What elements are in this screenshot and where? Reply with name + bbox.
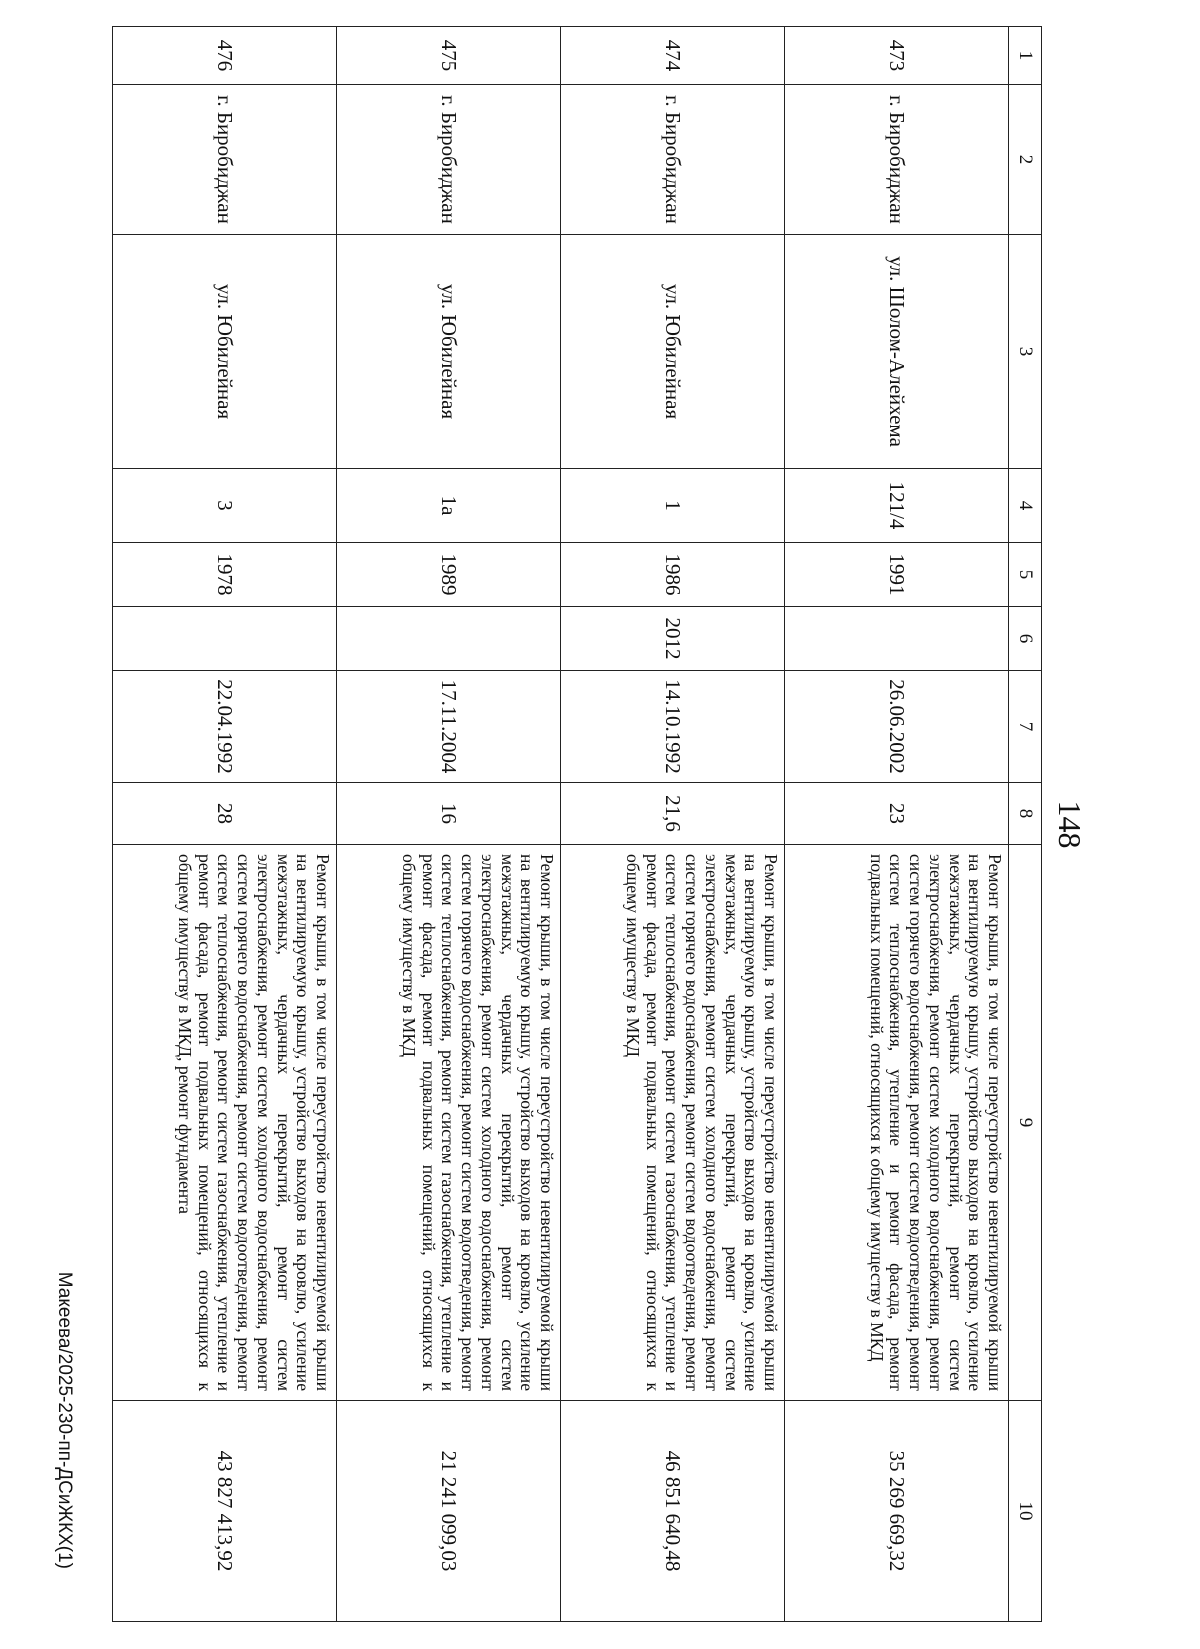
city-cell: г. Биробиджан — [561, 85, 785, 235]
cost-cell: 21 241 099,03 — [337, 1401, 561, 1622]
works-cell: Ремонт крыши, в том числе переустройство невентилируемой крыши на вентилируемую крышу, устройство выходов на кровлю, усиление межэтажных, чердачных перекрытий, ремонт систем электроснабжения, ремонт систем холодного водоснабжения, ремонт систем горячего водоснабжения, ремонт систем водоотведения, ремонт систем теплоснабжения, ремонт систем газоснабжения, утепление и ремонт фасада, ремонт подвальных помещений, относящихся к общему имуществу в МКД, ремонт фундамента — [113, 845, 337, 1401]
works-cell: Ремонт крыши, в том числе переустройство невентилируемой крыши на вентилируемую крышу, устройство выходов на кровлю, усиление межэтажных, чердачных перекрытий, ремонт систем электроснабжения, ремонт систем холодного водоснабжения, ремонт систем горячего водоснабжения, ремонт систем водоотведения, ремонт систем теплоснабжения, утепление и ремонт фасада, ремонт подвальных помещений, относящихся к общему имуществу в МКД — [785, 845, 1009, 1401]
area-cell: 28 — [113, 783, 337, 845]
year-built-cell: 1978 — [113, 543, 337, 607]
row-number: 475 — [337, 27, 561, 85]
column-number: 5 — [1009, 543, 1042, 607]
area-cell: 21,6 — [561, 783, 785, 845]
year-overhaul-cell — [337, 607, 561, 671]
city-cell: г. Биробиджан — [337, 85, 561, 235]
cost-cell: 35 269 669,32 — [785, 1401, 1009, 1622]
table-row — [113, 27, 337, 1622]
column-number: 1 — [1009, 27, 1042, 85]
date-cell: 17.11.2004 — [337, 671, 561, 783]
house-number-cell: 1 — [561, 469, 785, 543]
row-number: 476 — [113, 27, 337, 85]
column-number: 9 — [1009, 845, 1042, 1401]
date-cell: 26.06.2002 — [785, 671, 1009, 783]
row-number: 473 — [785, 27, 1009, 85]
document-footer-reference: Макеева/2025-230-пп-ДСиЖКХ(1) — [54, 1271, 75, 1569]
house-number-cell: 121/4 — [785, 469, 1009, 543]
column-number: 3 — [1009, 235, 1042, 469]
house-number-cell: 3 — [113, 469, 337, 543]
street-cell: ул. Юбилейная — [337, 235, 561, 469]
street-cell: ул. Юбилейная — [561, 235, 785, 469]
table-row — [785, 27, 1009, 1622]
year-overhaul-cell — [785, 607, 1009, 671]
works-cell: Ремонт крыши, в том числе переустройство невентилируемой крыши на вентилируемую крышу, устройство выходов на кровлю, усиление межэтажных, чердачных перекрытий, ремонт систем электроснабжения, ремонт систем холодного водоснабжения, ремонт систем горячего водоснабжения, ремонт систем водоотведения, ремонт систем теплоснабжения, ремонт систем газоснабжения, утепление и ремонт фасада, ремонт подвальных помещений, относящихся к общему имуществу в МКД — [337, 845, 561, 1401]
cost-cell: 43 827 413,92 — [113, 1401, 337, 1622]
year-built-cell: 1989 — [337, 543, 561, 607]
column-number: 4 — [1009, 469, 1042, 543]
column-number-row — [1009, 27, 1042, 1622]
column-number: 6 — [1009, 607, 1042, 671]
row-number: 474 — [561, 27, 785, 85]
year-built-cell: 1986 — [561, 543, 785, 607]
capital-repair-table — [112, 26, 1042, 1622]
cost-cell: 46 851 640,48 — [561, 1401, 785, 1622]
column-number: 7 — [1009, 671, 1042, 783]
year-overhaul-cell: 2012 — [561, 607, 785, 671]
column-number: 10 — [1009, 1401, 1042, 1622]
city-cell: г. Биробиджан — [113, 85, 337, 235]
column-number: 8 — [1009, 783, 1042, 845]
street-cell: ул. Юбилейная — [113, 235, 337, 469]
area-cell: 16 — [337, 783, 561, 845]
table-row — [337, 27, 561, 1622]
column-number: 2 — [1009, 85, 1042, 235]
city-cell: г. Биробиджан — [785, 85, 1009, 235]
works-cell: Ремонт крыши, в том числе переустройство невентилируемой крыши на вентилируемую крышу, устройство выходов на кровлю, усиление межэтажных, чердачных перекрытий, ремонт систем электроснабжения, ремонт систем холодного водоснабжения, ремонт систем горячего водоснабжения, ремонт систем водоотведения, ремонт систем теплоснабжения, ремонт систем газоснабжения, утепление и ремонт фасада, ремонт подвальных помещений, относящихся к общему имуществу в МКД — [561, 845, 785, 1401]
date-cell: 14.10.1992 — [561, 671, 785, 783]
house-number-cell: 1а — [337, 469, 561, 543]
page-number: 148 — [1052, 800, 1088, 849]
street-cell: ул. Шолом-Алейхема — [785, 235, 1009, 469]
year-overhaul-cell — [113, 607, 337, 671]
year-built-cell: 1991 — [785, 543, 1009, 607]
table-row — [561, 27, 785, 1622]
area-cell: 23 — [785, 783, 1009, 845]
date-cell: 22.04.1992 — [113, 671, 337, 783]
